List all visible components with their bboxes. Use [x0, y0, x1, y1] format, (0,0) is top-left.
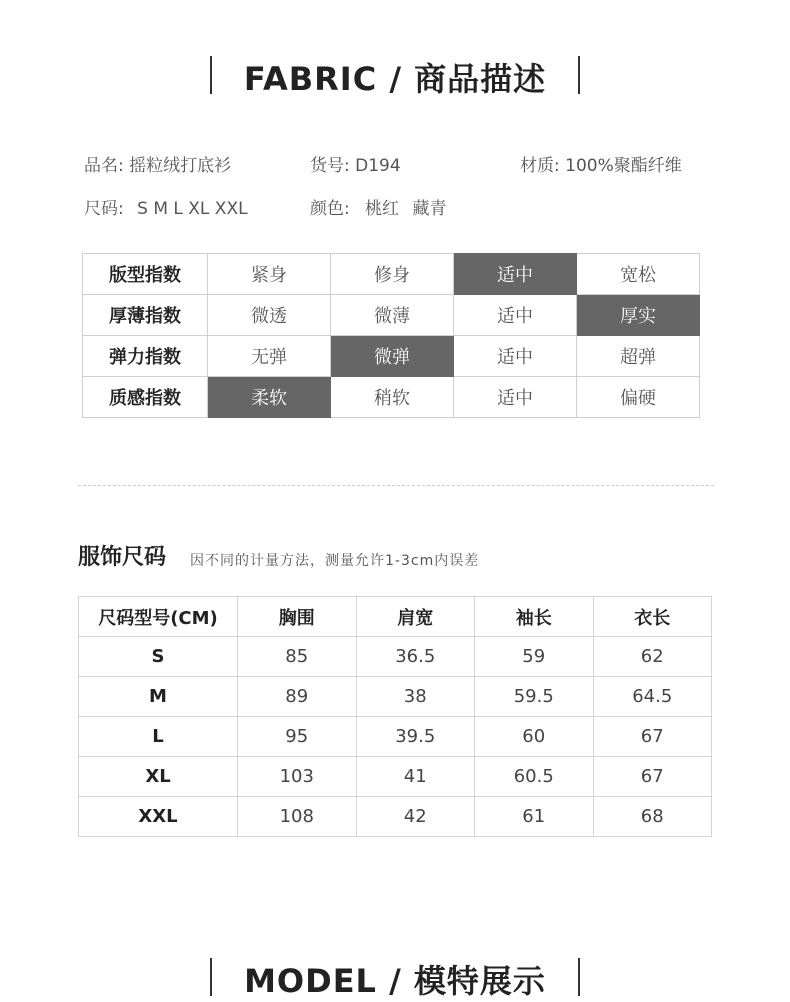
size-value-cell: 62 [593, 637, 712, 677]
size-value-cell: 41 [356, 757, 475, 797]
size-value-cell: 39.5 [356, 717, 475, 757]
size-value-cell: 38 [356, 677, 475, 717]
size-chart-header-row [79, 597, 712, 637]
fit-index-option: 偏硬 [577, 377, 700, 418]
size-value-cell: 64.5 [593, 677, 712, 717]
size-value-cell: 103 [238, 757, 357, 797]
product-name-label: 品名: [84, 156, 124, 176]
size-value-cell: 36.5 [356, 637, 475, 677]
fit-index-row [83, 295, 700, 336]
size-label-cell: M [79, 677, 238, 717]
fit-index-option: 微透 [208, 295, 331, 336]
product-color-1: 桃红 [365, 199, 400, 219]
product-code-label: 货号: [310, 156, 350, 176]
fit-index-option: 微弹 [331, 336, 454, 377]
product-name-value: 摇粒绒打底衫 [129, 156, 232, 176]
size-value-cell: 85 [238, 637, 357, 677]
fit-index-label: 弹力指数 [83, 336, 208, 377]
fit-index-row [83, 377, 700, 418]
product-sizes-label: 尺码: [84, 199, 124, 219]
fabric-section-title: FABRIC / 商品描述 [243, 60, 547, 98]
model-title-bar-right [578, 958, 580, 996]
fit-index-row [83, 254, 700, 295]
fit-index-option: 适中 [454, 295, 577, 336]
size-label-cell: S [79, 637, 238, 677]
size-header-cell: 胸围 [238, 597, 357, 637]
size-value-cell: 59 [475, 637, 594, 677]
fit-index-option: 厚实 [577, 295, 700, 336]
title-bar-right [578, 56, 580, 94]
fit-index-option: 稍软 [331, 377, 454, 418]
size-value-cell: 42 [356, 797, 475, 837]
size-header-cell: 衣长 [593, 597, 712, 637]
size-chart-row [79, 797, 712, 837]
size-header-cell: 尺码型号(CM) [79, 597, 238, 637]
fit-index-option: 柔软 [208, 377, 331, 418]
size-header-cell: 肩宽 [356, 597, 475, 637]
product-colors-label: 颜色: [310, 199, 350, 219]
size-chart-table [78, 596, 712, 837]
size-value-cell: 61 [475, 797, 594, 837]
fit-index-option: 修身 [331, 254, 454, 295]
product-color-2: 藏青 [412, 199, 447, 219]
size-label-cell: XXL [79, 797, 238, 837]
size-value-cell: 95 [238, 717, 357, 757]
fit-index-option: 紧身 [208, 254, 331, 295]
size-chart-row [79, 677, 712, 717]
size-value-cell: 60.5 [475, 757, 594, 797]
size-value-cell: 108 [238, 797, 357, 837]
product-name [84, 151, 231, 176]
size-chart-row [79, 637, 712, 677]
product-material-label: 材质: [520, 156, 560, 176]
size-value-cell: 68 [593, 797, 712, 837]
section-divider [78, 485, 714, 486]
size-chart-row [79, 717, 712, 757]
fit-index-label: 版型指数 [83, 254, 208, 295]
product-material [520, 151, 682, 176]
product-code [310, 151, 401, 176]
fit-index-label: 质感指数 [83, 377, 208, 418]
size-header-cell: 袖长 [475, 597, 594, 637]
fit-index-option: 适中 [454, 336, 577, 377]
size-value-cell: 67 [593, 717, 712, 757]
size-label-cell: XL [79, 757, 238, 797]
size-chart-note: 因不同的计量方法，测量允许1-3cm内误差 [190, 553, 480, 569]
fit-index-option: 适中 [454, 254, 577, 295]
fit-index-table [82, 253, 700, 418]
product-code-value: D194 [355, 156, 401, 176]
product-material-value: 100%聚酯纤维 [565, 156, 682, 176]
fit-index-option: 超弹 [577, 336, 700, 377]
product-sizes-value: S M L XL XXL [137, 199, 248, 219]
product-sizes [84, 194, 248, 219]
size-chart-row [79, 757, 712, 797]
fit-index-row [83, 336, 700, 377]
size-value-cell: 60 [475, 717, 594, 757]
size-value-cell: 89 [238, 677, 357, 717]
model-section-title: MODEL / 模特展示 [244, 962, 546, 1000]
fit-index-option: 无弹 [208, 336, 331, 377]
product-colors [310, 194, 447, 219]
size-value-cell: 67 [593, 757, 712, 797]
size-value-cell: 59.5 [475, 677, 594, 717]
size-chart-title: 服饰尺码 [78, 545, 167, 570]
size-label-cell: L [79, 717, 238, 757]
fit-index-option: 宽松 [577, 254, 700, 295]
fit-index-option: 适中 [454, 377, 577, 418]
fit-index-label: 厚薄指数 [83, 295, 208, 336]
fit-index-option: 微薄 [331, 295, 454, 336]
